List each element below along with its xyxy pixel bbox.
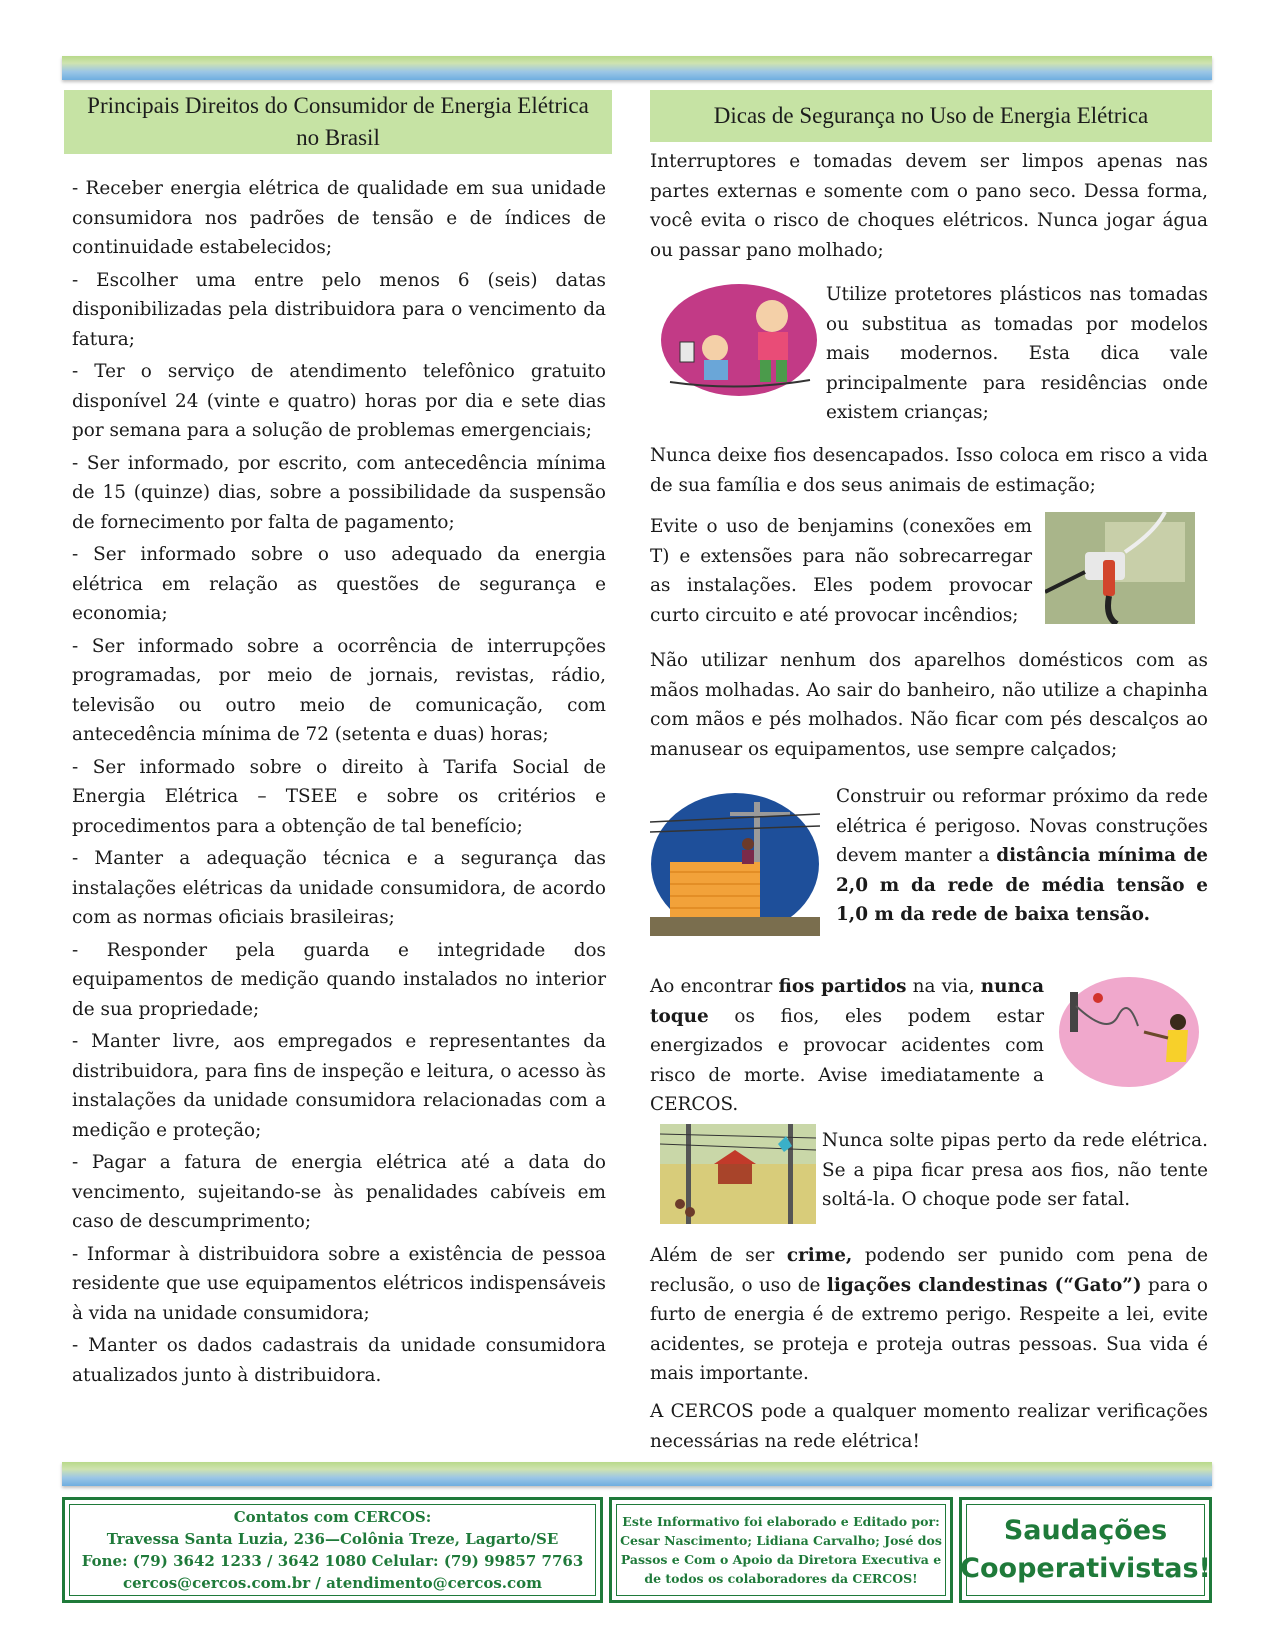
- tip-broken-wires: [650, 972, 1044, 1120]
- tip-outlet-protectors: Utilize protetores plásticos nas tomadas ou substitua as tomadas por modelos mais modernos. Esta dica vale principalmente para residências onde existem crianças;: [826, 284, 1208, 423]
- credits-box-inner: [616, 1504, 946, 1596]
- greeting-box: [959, 1497, 1212, 1603]
- list-item: - Receber energia elétrica de qualidade em sua unidade consumidora nos padrões de tensão e de índices de continuidade estabelecidos;: [72, 178, 606, 258]
- tip-broken-wires-text-b: na via,: [906, 976, 981, 997]
- broken-wire-illustration: [1058, 976, 1200, 1088]
- tip-wet-hands: Não utilizar nenhum dos aparelhos domésticos com as mãos molhadas. Ao sair do banheiro, não utilize a chapinha com mãos e pés molhados. Não ficar com pés descalços ao manusear os equipamentos, use sempre calçados;: [650, 650, 1208, 760]
- contacts-box: [62, 1497, 603, 1603]
- tip-illegal-text-c: para o furto de energia é de extremo perigo. Respeite a lei, evite acidentes, se proteja e proteja outras pessoas. Sua vida é mais importante.: [650, 1274, 1208, 1384]
- safety-tips-column: [650, 90, 1212, 142]
- list-item: - Ter o serviço de atendimento telefônico gratuito disponível 24 (vinte e quatro) horas por dia e sete dias por semana para a solução de problemas emergenciais;: [72, 361, 606, 441]
- list-item: - Escolher uma entre pelo menos 6 (seis) datas disponibilizadas pela distribuidora para o vencimento da fatura;: [72, 269, 606, 350]
- tip-construction-distance: [836, 782, 1208, 930]
- bottom-divider-band: [62, 1462, 1212, 1486]
- list-item: - Ser informado sobre a ocorrência de interrupções programadas, por meio de jornais, revistas, rádio, televisão ou outro meio de comunicação, com antecedência mínima de 72 (setenta e duas) horas;: [72, 635, 606, 745]
- tip-broken-wires-bold-b: nunca toque: [650, 976, 1044, 1027]
- list-item: - Informar à distribuidora sobre a existência de pessoa residente que use equipamentos elétricos indispensáveis à vida na unidade consumidora;: [72, 1243, 606, 1324]
- greeting-line-2: Cooperativistas!: [960, 1553, 1211, 1584]
- contacts-phones: Fone: (79) 3642 1233 / 3642 1080 Celular: (79) 99857 7763: [81, 1552, 584, 1570]
- credits-line-3: Passos e Com o Apoio da Diretora Executiva e: [620, 1552, 942, 1567]
- list-item: - Ser informado, por escrito, com antecedência mínima de 15 (quinze) dias, sobre a possibilidade da suspensão de fornecimento por falta de pagamento;: [72, 452, 606, 533]
- contacts-emails: cercos@cercos.com.br / atendimento@cercos.com: [122, 1574, 543, 1592]
- credits-line-1: Este Informativo foi elaborado e Editado por:: [622, 1514, 940, 1529]
- consumer-rights-title: Principais Direitos do Consumidor de Energia Elétrica no Brasil: [64, 90, 612, 154]
- tip-illegal-bold-b: ligações clandestinas (“Gato”): [826, 1274, 1142, 1296]
- tip-illegal-text-a: Além de ser: [650, 1245, 787, 1266]
- tip-cercos-inspection: A CERCOS pode a qualquer momento realizar verificações necessárias na rede elétrica!: [650, 1401, 1208, 1452]
- list-item: - Responder pela guarda e integridade dos equipamentos de medição quando instalados no interior de sua propriedade;: [72, 939, 606, 1020]
- safety-tips-title: Dicas de Segurança no Uso de Energia Elétrica: [650, 90, 1212, 142]
- list-item: - Ser informado sobre o uso adequado da energia elétrica em relação as questões de segurança e economia;: [72, 544, 606, 624]
- list-item: - Pagar a fatura de energia elétrica até a data do vencimento, sujeitando-se às penalidades cabíveis em caso de descumprimento;: [72, 1152, 606, 1232]
- greeting-line-1: Saudações: [1003, 1515, 1168, 1546]
- list-item: - Manter a adequação técnica e a segurança das instalações elétricas da unidade consumidora, de acordo com as normas oficiais brasileiras;: [72, 848, 606, 928]
- tip-construction-distance-bold: distância mínima de 2,0 m da rede de média tensão e 1,0 m da rede de baixa tensão.: [836, 845, 1208, 925]
- contacts-title: Contatos com CERCOS:: [233, 1508, 432, 1526]
- credits-line-2: Cesar Nascimento; Lidiana Carvalho; José dos: [620, 1533, 942, 1548]
- tip-avoid-adapters: Evite o uso de benjamins (conexões em T) e extensões para não sobrecarregar as instalações. Eles podem provocar curto circuito e até provocar incêndios;: [650, 516, 1032, 626]
- list-item: - Manter os dados cadastrais da unidade consumidora atualizados junto à distribuidora.: [72, 1335, 606, 1386]
- kite-near-powerlines-illustration: [660, 1124, 816, 1224]
- list-item: - Manter livre, aos empregados e representantes da distribuidora, para fins de inspeção e leitura, o acesso às instalações da unidade consumidora relacionadas com a medição e proteção;: [72, 1031, 606, 1141]
- contacts-address: Travessa Santa Luzia, 236—Colônia Treze, Lagarto/SE: [106, 1530, 559, 1548]
- credits-box: [609, 1497, 953, 1603]
- tip-clean-outlets: Interruptores e tomadas devem ser limpos apenas nas partes externas e somente com o pano seco. Dessa forma, você evita o risco de choques elétricos. Nunca jogar água ou passar pano molhado;: [650, 151, 1208, 261]
- construction-near-grid-illustration: [650, 792, 820, 936]
- tip-broken-wires-text-c: os fios, eles podem estar energizados e provocar acidentes com risco de morte. Avise imediatamente a CERCOS.: [650, 1005, 1044, 1115]
- child-outlet-illustration: [660, 282, 818, 398]
- tip-illegal-text-b: podendo ser punido com pena de reclusão, o uso de: [650, 1245, 1209, 1296]
- tip-construction-text: Construir ou reformar próximo da rede elétrica é perigoso. Novas construções devem manter a: [836, 786, 1208, 866]
- credits-line-4: de todos os colaboradores da CERCOS!: [644, 1571, 918, 1586]
- consumer-rights-column: [64, 90, 612, 1393]
- top-divider-band: [62, 56, 1212, 80]
- tip-illegal-bold-a: crime,: [786, 1245, 853, 1266]
- tip-illegal-connections: [650, 1241, 1208, 1389]
- tip-kites: Nunca solte pipas perto da rede elétrica. Se a pipa ficar presa aos fios, não tente soltá-la. O choque pode ser fatal.: [822, 1130, 1208, 1210]
- greeting-box-inner: [960, 1504, 1211, 1596]
- list-item: - Ser informado sobre o direito à Tarifa Social de Energia Elétrica – TSEE e sobre os critérios e procedimentos para a obtenção de tal benefício;: [72, 756, 606, 837]
- contacts-box-inner: [69, 1504, 596, 1596]
- tip-bare-wires: Nunca deixe fios desencapados. Isso coloca em risco a vida de sua família e dos seus animais de estimação;: [650, 445, 1208, 496]
- tip-broken-wires-text-a: Ao encontrar: [650, 976, 779, 997]
- overloaded-adapter-photo: [1045, 512, 1195, 624]
- tip-broken-wires-bold-a: fios partidos: [778, 976, 907, 997]
- consumer-rights-list: [64, 174, 612, 1390]
